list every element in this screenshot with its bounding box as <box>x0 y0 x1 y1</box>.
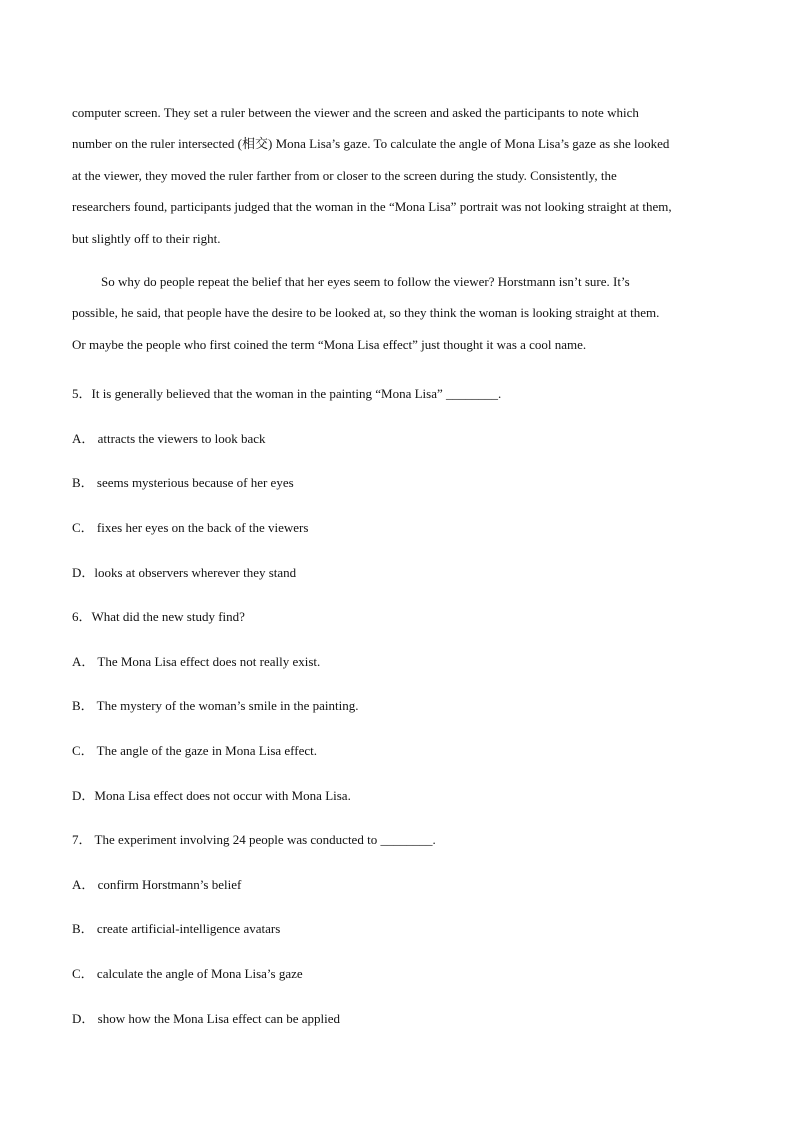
paragraph-line: possible, he said, that people have the desire to be looked at, so they think the woman is looking straight at them. <box>72 305 660 321</box>
question-6 <box>72 595 722 818</box>
question-stem: 7． The experiment involving 24 people was conducted to ________. <box>72 832 436 848</box>
paragraph-line: number on the ruler intersected (相交) Mona Lisa’s gaze. To calculate the angle of Mona Lisa’s gaze as she looked <box>72 136 670 152</box>
paragraph-line: but slightly off to their right. <box>72 230 221 246</box>
passage-paragraph-1 <box>72 97 722 254</box>
answer-option-d[interactable]: D．looks at observers wherever they stand <box>72 564 297 580</box>
answer-option-c[interactable]: C． calculate the angle of Mona Lisa’s gaze <box>72 965 303 981</box>
paragraph-line: Or maybe the people who first coined the term “Mona Lisa effect” just thought it was a cool name. <box>72 336 587 352</box>
passage-paragraph-2 <box>72 266 722 360</box>
document-page <box>72 97 722 1041</box>
question-5 <box>72 372 722 595</box>
answer-option-d[interactable]: D．Mona Lisa effect does not occur with Mona Lisa. <box>72 787 351 803</box>
answer-option-a[interactable]: A． attracts the viewers to look back <box>72 430 266 446</box>
answer-option-c[interactable]: C． The angle of the gaze in Mona Lisa effect. <box>72 743 317 758</box>
question-stem: 5．It is generally believed that the woman in the painting “Mona Lisa” ________. <box>72 386 502 402</box>
answer-option-b[interactable]: B． The mystery of the woman’s smile in the painting. <box>72 698 359 714</box>
paragraph-line: computer screen. They set a ruler between the viewer and the screen and asked the participants to note which <box>72 105 639 120</box>
paragraph-line: at the viewer, they moved the ruler farther from or closer to the screen during the study. Consistently, the <box>72 167 617 183</box>
answer-option-d[interactable]: D． show how the Mona Lisa effect can be applied <box>72 1010 340 1026</box>
question-list <box>72 372 722 1041</box>
answer-option-b[interactable]: B． create artificial-intelligence avatars <box>72 921 281 937</box>
question-stem: 6．What did the new study find? <box>72 609 245 625</box>
paragraph-line: So why do people repeat the belief that her eyes seem to follow the viewer? Horstmann isn’t sure. It’s <box>101 274 630 290</box>
answer-option-a[interactable]: A． confirm Horstmann’s belief <box>72 876 242 892</box>
answer-option-b[interactable]: B． seems mysterious because of her eyes <box>72 475 294 491</box>
paragraph-line: researchers found, participants judged that the woman in the “Mona Lisa” portrait was not looking straight at them, <box>72 199 672 215</box>
answer-option-c[interactable]: C． fixes her eyes on the back of the viewers <box>72 520 309 536</box>
question-7 <box>72 818 722 1041</box>
answer-option-a[interactable]: A． The Mona Lisa effect does not really exist. <box>72 653 321 669</box>
